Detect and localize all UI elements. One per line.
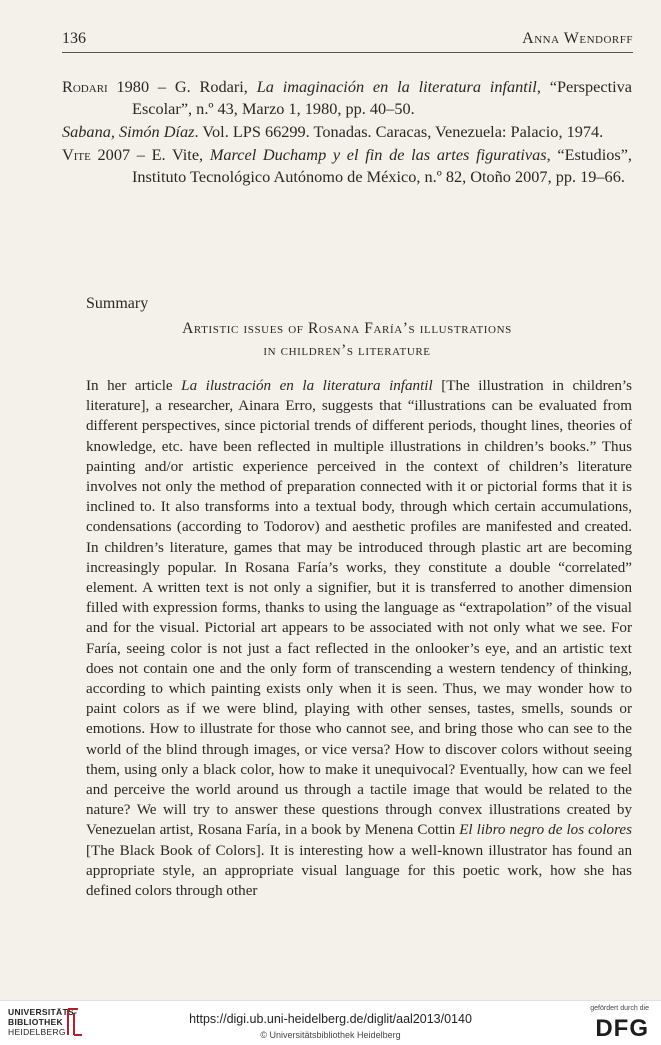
reference-title: Marcel Duchamp y el fin de las artes figurativas (209, 145, 547, 164)
funding-note: gefördert durch die (590, 1005, 649, 1012)
reference-entry (62, 144, 632, 188)
body-text: [The illustration in children’s literature], a researcher, Ainara Erro, suggests that “illustrations can be evaluated from different perspectives, since pictorial trends of different periods, thought lines, theories of knowledge, etc. have been reflected in multiple illustrations in children’s books.” Thus painting and/or artistic experience perceived in the context of children’s literature involves not only the method of preparation connected with it or pictorial forms that it is inclined to. It also transforms into a textual body, through which certain accumulations, condensations (according to Todorov) and aesthetic profiles are manifested and created. In children’s literature, games that may be introduced through plastic art are becoming increasingly popular. In Rosana Faría’s works, they constitute a double “correlated” element. A written text is not only a signifier, but it is transferred to another dimension filled with expression forms, thanks to using the language as “extrapolation” of the visual and for the visual. Pictorial art appears to be associated with not only what we see. For Faría, seeing color is not just a fact reflected in the onlooker’s eye, and an artistic text does not contain one and the only form of transcending a western tendency of thinking, according to which painting exists only when it is seen. Thus, we may wonder how to paint colors as if we were blind, playing with other senses, tastes, smells, sounds or emotions. How to illustrate for those who cannot see, and bring those who can see to the world of the blind through images, or vice versa? How to discover colors without seeing them, using only a black color, how to make it unequivocal? Eventually, how can we feel and perceive the world around us through a tactile image that would be related to the nature? We will try to answer these questions through convex illustrations created by Venezuelan artist, Rosana Faría, in a book by Menena Cottin (86, 378, 632, 839)
library-name-line: UNIVERSITÄTS- (8, 1007, 78, 1017)
summary-label: Summary (86, 295, 149, 312)
body-text: In her article (86, 378, 182, 394)
digitization-footer (0, 1000, 661, 1045)
summary-body (86, 376, 632, 901)
copyright-notice: © Universitätsbibliothek Heidelberg (260, 1030, 401, 1040)
dfg-logo: DFG (595, 1015, 649, 1042)
reference-text: , “Estudios”, Instituto Tecnológico Autónomo de México, n.º 82, Otoño 2007, pp. 19–66. (132, 145, 632, 186)
reference-list (62, 76, 632, 189)
summary-title-line: Artistic issues of Rosana Faría’s illustrations (182, 320, 512, 337)
reference-entry (62, 76, 632, 120)
cited-title: La ilustración en la literatura infantil (181, 378, 433, 394)
permalink[interactable]: https://digi.ub.uni-heidelberg.de/diglit/aal2013/0140 (189, 1012, 472, 1026)
running-head-author: Anna Wendorff (522, 30, 633, 47)
library-name-line: BIBLIOTHEK (8, 1017, 63, 1027)
cited-title: El libro negro de los colores (459, 822, 632, 839)
summary-title-line: in children’s literature (263, 342, 431, 359)
reference-title: Sabana, Simón Díaz (62, 122, 195, 141)
body-text: [The Black Book of Colors]. It is interesting how a well-known illustrator has found an appropriate style, an appropriate visual language for this poetic work, how she has defined colors through other (86, 842, 632, 900)
running-head (62, 30, 633, 53)
reference-text: , “Perspectiva Escolar”, n.º 43, Marzo 1, 1980, pp. 40–50. (132, 77, 633, 118)
reference-key: Rodari (62, 77, 108, 96)
reference-title: La imaginación en la literatura infantil (256, 77, 537, 96)
summary-title (62, 318, 632, 362)
reference-text: 1980 – G. Rodari, (107, 77, 257, 96)
summary-paragraph (86, 376, 632, 901)
reference-key: Vite (62, 145, 91, 164)
reference-entry (62, 121, 632, 143)
reference-text: 2007 – E. Vite, (90, 145, 210, 164)
page-number: 136 (62, 30, 86, 47)
library-name-line: HEIDELBERG (8, 1027, 66, 1037)
reference-text: . Vol. LPS 66299. Tonadas. Caracas, Venezuela: Palacio, 1974. (194, 122, 604, 141)
